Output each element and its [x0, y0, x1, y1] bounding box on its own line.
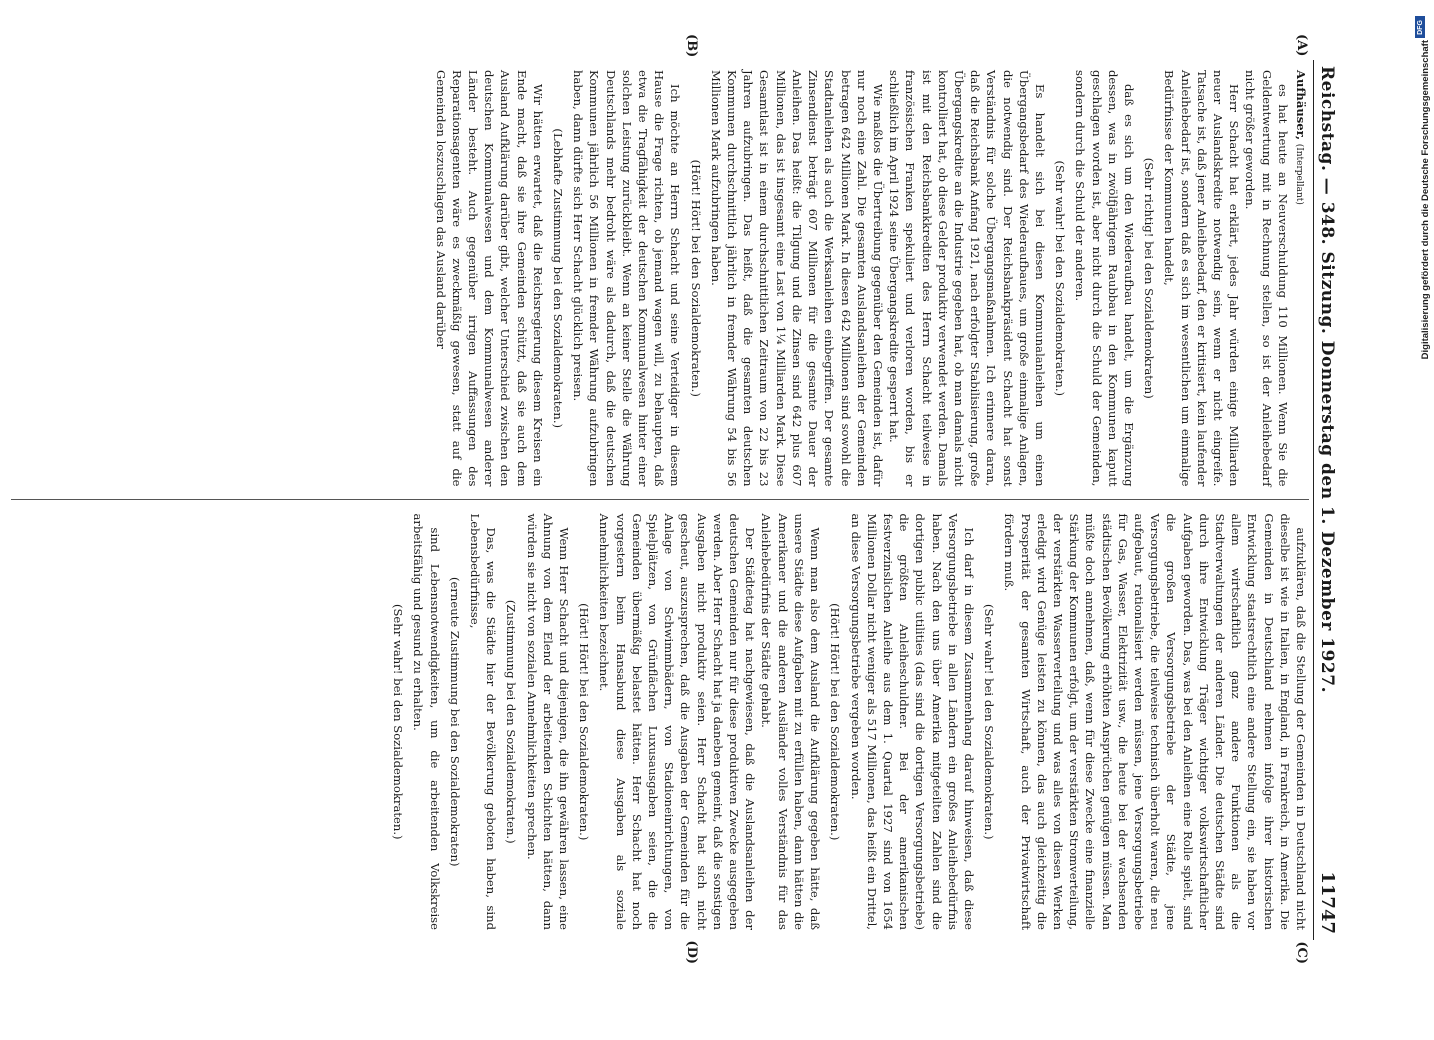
right-column	[11, 500, 1309, 964]
paragraph: aufzuklären, daß die Stellung der Gemeinden in Deutschland nicht dieselbe ist wie in Italien, in England, in Frankreich, in Amerika. Die Gemeinden in Deutschland nehmen infolge ihrer historischen Entwicklung staatsrechtlich eine andere Stellung ein, sie haben vor allem wirtschaftlich ganz andere Funktionen als die Stadtverwaltungen der anderen Länder. Die deutschen Städte sind durch ihre Entwicklung Träger wichtiger volkswirtschaftlicher Aufgaben geworden. Das, was bei den Anleihen eine Rolle spielt, sind die großen Versorgungsbetriebe der Städte, jene Versorgungsbetriebe, die teilweise technisch überholt waren, die neu aufgebaut, rationalisiert werden müssen, jene Versorgungsbetriebe für Gas, Wasser, Elektrizität usw., die heute bei der wachsenden städtischen Bevölkerung erhöhten Ansprüchen genügen müssen. Man müßte doch annehmen, daß, wenn für diese Zwecke eine finanzielle Stärkung der Kommunen erfolgt, um der verstärkten Stromverteilung, der verstärkten Wasserverteilung und was alles von diesen Werken erledigt wird Genüge leisten zu können, das auch gleichzeitig die Prosperität der gesamten Wirtschaft, auch der Privatwirtschaft fördern muß.	[1002, 513, 1308, 930]
margin-marker-d: (D)	[684, 940, 699, 964]
running-header	[1313, 60, 1351, 940]
paragraph: Ich darf in diesem Zusammenhang darauf hinweisen, daß diese Versorgungsbetriebe in allen Ländern ein großes Anleihebedürfnis haben. Nach den uns über Amerika mitgeteilten Zahlen sind die dortigen public utilities (das sind die dortigen Versorgungsbetriebe) die größten Anleiheschuldner. Bei der amerikanischen festverzinslichen Anleihe aus dem 1. Quartal 1927 sind von 1654 Millionen Dollar nicht weniger als 517 Millionen, das heißt ein Drittel, an diese Versorgungsbetriebe vergeben worden.	[848, 513, 976, 930]
paragraph: Ich möchte an Herrn Schacht und seine Verteidiger in diesem Hause die Frage richten, ob jemand wagen will, zu behaupten, daß etwa die Tragfähigkeit der deutschen Kommunalwesen hinter einer solchen Leistung zurückbleibt. Wenn an keiner Stelle die Währung Deutschlands mehr bedroht wäre als dadurch, daß die deutschen Kommunen jährlich 56 Millionen in fremder Währung aufzubringen haben, dann dürfte sich Herr Schacht glücklich preisen.	[571, 70, 683, 487]
paragraph: Wie maßlos die Übertreibung gegenüber den Gemeinden ist, dafür nur noch eine Zahl. Die gesamten Auslandsanleihen der Gemeinden betragen 642 Millionen Mark. In diesen 642 Millionen sind sowohl die Stadtanleihen als auch die Werksanleihen einbegriffen. Der gesamte Zinsendienst beträgt 607 Millionen für die gesamte Dauer der Anleihen. Das heißt: die Tilgung und die Zinsen sind 642 plus 607 Millionen, das ist insgesamt eine Last von 1¼ Milliarden Mark. Diese Gesamtlast ist in einem durchschnittlichen Zeitraum von 22 bis 23 Jahren aufzubringen. Das heißt, daß die gesamten deutschen Kommunen durchschnittlich jährlich in fremder Währung 54 bis 56 Millionen Mark aufzubringen haben.	[708, 70, 885, 487]
interjection: (Hört! Hört! bei den Sozialdemokraten.)	[577, 603, 592, 841]
interjection: (Zustimmung bei den Sozialdemokraten.)	[504, 599, 519, 844]
paragraph: Das, was die Städte hier der Bevölkerung geboten haben, sind Lebensbedürfnisse,	[468, 513, 499, 930]
paragraph: Es handelt sich bei diesen Kommunalanleihen um einen Übergangsbedarf des Wiederaufbaues, um große einmalige Anlagen, die notwendig sind. Der Reichsbankpräsident Schacht hat sonst Verständnis für solche Übergangsmaßnahmen. Ich erinnere daran, daß die Reichsbank Anfang 1921, nach erfolgter Stabilisierung, große Übergangskredite an die Industrie gegeben hat, ob man damals nicht kontrolliert hat, ob diese Gelder produktiv verwendet werden. Damals ist mit den Reichsbankkrediten des Herrn Schacht teilweise in französischen Franken spekuliert und verloren worden, bis er schließlich im April 1924 seine Übergangskredite gesperrt hat.	[887, 70, 1047, 487]
interjection: (Hört! Hört! bei den Sozialdemokraten.)	[688, 159, 703, 397]
interjection: (Sehr wahr! bei den Sozialdemokraten.)	[982, 603, 997, 840]
paragraph: es hat heute an Neuverschuldung 110 Millionen. Wenn Sie die Geldentwertung mit in Rechnung stellen, so ist der Anleihebedarf nicht größer geworden.	[1243, 70, 1290, 487]
paragraph: sind Lebensnotwendigkeiten, um die arbeitenden Volkskreise arbeitsfähig und gesund zu erhalten.	[411, 513, 442, 930]
paragraph: Herr Schacht hat erklärt, jedes Jahr würden einige Milliarden neuer Auslandskredite notwendig sein, wenn er nicht eingreife. Tatsache ist, daß jener Anleihebedarf, den er kritisiert, kein laufender Anleihebedarf ist, sondern daß es sich im wesentlichen um einmalige Bedürfnisse der Kommunen handelt,	[1162, 70, 1242, 487]
interjection: (Sehr richtig! bei den Sozialdemokraten)	[1142, 157, 1157, 399]
speaker-line	[1291, 70, 1309, 487]
paragraph: Wenn Herr Schacht und diejenigen, die ihn gewähren lassen, eine Ahnung von dem Elend der arbeitenden Schichten hätten, dann würden sie nicht von sozialen Annehmlichkeiten sprechen.	[524, 513, 572, 930]
left-column	[11, 34, 1309, 500]
rotated-sheet	[11, 34, 1351, 964]
margin-marker-a: (A)	[1294, 34, 1309, 57]
header-title: Reichstag. — 348. Sitzung. Donnerstag den 1. Dezember 1927.	[1317, 66, 1337, 693]
interjection: (Hört! Hört! bei den Sozialdemokraten.)	[828, 603, 843, 841]
dfg-logo: DFG	[1415, 16, 1425, 38]
interjection: (Sehr wahr! bei den Sozialdemokraten.)	[391, 603, 406, 840]
margin-marker-b: (B)	[684, 34, 699, 58]
interjection: (erneute Zustimmung bei den Sozialdemokraten)	[447, 576, 462, 867]
paragraph: Der Städtetag hat nachgewiesen, daß die Auslandsanleihen der deutschen Gemeinden nur für diese produktiven Zwecke ausgegeben werden. Aber Herr Schacht hat ja daneben gemeint, daß die sonstigen Ausgaben nicht produktiv seien. Herr Schacht hat sich nicht gescheut, auszusprechen, daß die Ausgaben der Gemeinden für die Anlage von Schwimmbädern, von Stadioneinrichtungen, von Spielplätzen, von Grünflächen Luxusausgaben seien, die die Gemeinden übermäßig belastet hätten. Herr Schacht hat noch vorgestern beim Hansabund diese Ausgaben als soziale Annehmlichkeiten bezeichnet.	[597, 513, 758, 930]
interjection: (Lebhafte Zustimmung bei den Sozialdemokraten.)	[551, 128, 566, 429]
text-columns	[11, 34, 1309, 964]
paragraph: Wenn man also dem Ausland die Aufklärung gegeben hätte, daß unsere Städte diese Aufgaben mit zu erfüllen haben, dann hätten die Amerikaner und die anderen Ausländer volles Verständnis für das Anleihebedürfnis der Städte gehabt.	[759, 513, 823, 930]
side-credit: Digitalisierung gefördert durch die Deutsche Forschungsgemeinschaft	[1420, 40, 1431, 360]
interjection: (Sehr wahr! bei den Sozialdemokraten.)	[1053, 160, 1068, 397]
page-number: 11747	[1317, 871, 1338, 934]
speaker-name: Aufhäuser,	[1294, 70, 1308, 140]
paragraph: daß es sich um den Wiederaufbau handelt, um die Ergänzung dessen, was in zwölfjährigem Raubbau in den Kommunen kaputt geschlagen worden ist, aber nicht durch die Schuld der Gemeinden, sondern durch die Schuld der anderen.	[1073, 70, 1136, 487]
paragraph: Wir hätten erwartet, daß die Reichsregierung diesem Kreisen ein Ende macht, daß sie ihre Gemeinden schützt, daß sie auch dem Ausland Aufklärung darüber gibt, welcher Unterschied zwischen den deutschen Kommunalwesen und dem Kommunalwesen anderer Länder besteht. Auch gegenüber irrigen Auffassungen des Reparationsagenten wäre es zweckmäßig gewesen, statt auf die Gemeinden loszuschlagen das Ausland darüber	[433, 70, 545, 487]
margin-marker-c: (C)	[1294, 941, 1309, 964]
speaker-note: (Interpellant)	[1294, 143, 1304, 205]
